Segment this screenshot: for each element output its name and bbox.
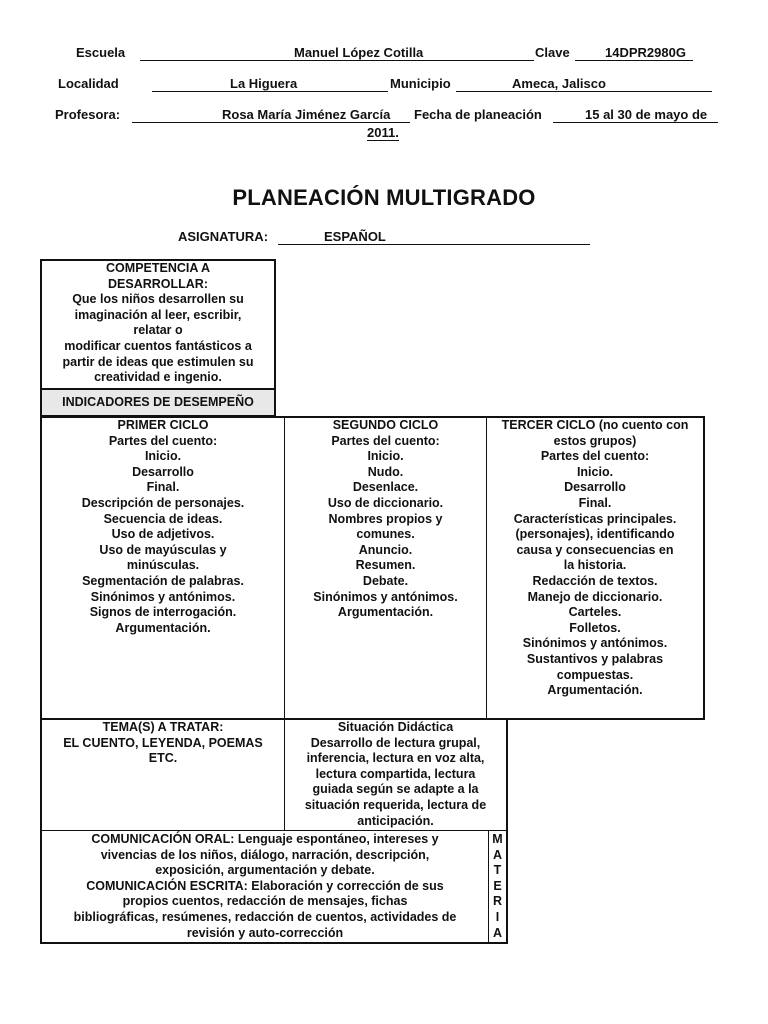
situacion-line: inferencia, lectura en voz alta,	[306, 751, 485, 766]
situacion-cell	[285, 720, 506, 829]
comunicacion-line: bibliográficas, resúmenes, redacción de cuentos, actividades de	[73, 909, 457, 924]
comunicacion-cell	[42, 832, 488, 941]
ciclo-item: Partes del cuento:	[540, 449, 650, 464]
comunicacion-line: propios cuentos, redacción de mensajes, fichas	[122, 894, 408, 909]
ciclo-item: Redacción de textos.	[532, 573, 658, 588]
ciclo-item: Inicio.	[367, 449, 404, 464]
ciclo-item: compuestas.	[556, 667, 634, 682]
localidad-value: La Higuera	[230, 76, 298, 91]
fecha-label: Fecha de planeación	[414, 107, 542, 122]
localidad-field	[152, 76, 388, 92]
segundo-ciclo-cell	[285, 418, 486, 621]
ciclo-item: Argumentación.	[547, 683, 643, 698]
comunicacion-line: revisión y auto-corrección	[186, 925, 344, 940]
materia-letter: R	[492, 894, 503, 909]
ciclo-item: Resumen.	[355, 558, 416, 573]
ciclo-item: Nombres propios y	[328, 511, 443, 526]
comunicacion-line: COMUNICACIÓN ESCRITA: Elaboración y corrección de sus	[86, 878, 444, 893]
temas-line: ETC.	[148, 751, 178, 766]
materia-letter: I	[495, 909, 500, 924]
ciclo-item: Inicio.	[576, 464, 614, 479]
ciclo-item: Descripción de personajes.	[81, 495, 245, 510]
localidad-label: Localidad	[58, 76, 119, 91]
tercer-ciclo-heading: TERCER CICLO (no cuento con	[501, 418, 689, 432]
materia-letter: A	[492, 925, 503, 940]
materia-letter: T	[493, 863, 502, 878]
ciclo-item: Final.	[578, 495, 612, 510]
fecha-value-line2: 2011.	[367, 125, 399, 140]
ciclo-item: Sinónimos y antónimos.	[313, 589, 458, 604]
temas-cell	[42, 720, 284, 767]
ciclo-item: Partes del cuento:	[331, 433, 440, 448]
asignatura-field	[278, 229, 590, 245]
ciclo-item: Anuncio.	[358, 542, 413, 557]
escuela-label: Escuela	[76, 45, 126, 60]
ciclo-item: Nudo.	[367, 464, 404, 479]
ciclo-item: la historia.	[563, 558, 627, 573]
temas-heading: TEMA(S) A TRATAR:	[102, 720, 224, 734]
ciclo-item: causa y consecuencias en	[516, 542, 674, 557]
escuela-field	[140, 45, 534, 61]
profesora-field	[132, 107, 410, 123]
materia-letter: M	[492, 832, 503, 846]
municipio-field	[456, 76, 712, 92]
situacion-line: anticipación.	[357, 813, 434, 828]
competencia-heading-1: COMPETENCIA A	[106, 261, 210, 275]
comunicacion-line: exposición, argumentación y debate.	[155, 863, 375, 878]
temas-row-divider	[40, 830, 508, 831]
page-title: PLANEACIÓN MULTIGRADO	[232, 185, 536, 210]
ciclo-item: Sustantivos y palabras	[526, 651, 664, 666]
ciclo-item: Secuencia de ideas.	[103, 511, 223, 526]
ciclo-item: Argumentación.	[115, 620, 211, 635]
materia-letter: A	[492, 847, 503, 862]
ciclo-item: Características principales.	[513, 511, 677, 526]
ciclo-item: Desenlace.	[352, 480, 419, 495]
competencia-text	[42, 261, 274, 386]
municipio-value: Ameca, Jalisco	[512, 76, 606, 91]
ciclo-item: Desarrollo	[564, 480, 626, 495]
tercer-ciclo-cell	[487, 418, 703, 699]
ciclo-item: Final.	[146, 480, 180, 495]
situacion-line: Desarrollo de lectura grupal,	[310, 735, 481, 750]
situacion-heading: Situación Didáctica	[337, 720, 454, 734]
ciclo-item: (personajes), identificando	[515, 527, 675, 542]
profesora-value: Rosa María Jiménez García	[222, 107, 391, 122]
ciclo-item: Segmentación de palabras.	[82, 573, 244, 588]
competencia-line: creatividad e ingenio.	[94, 370, 222, 385]
fecha-value-line1: 15 al 30 de mayo de	[585, 107, 708, 122]
ciclo-item: Desarrollo	[132, 464, 194, 479]
clave-field	[575, 45, 693, 61]
ciclo-item: Folletos.	[569, 620, 621, 635]
ciclo-item: Argumentación.	[337, 605, 434, 620]
primer-ciclo-cell	[42, 418, 284, 636]
segundo-ciclo-heading: SEGUNDO CICLO	[332, 418, 439, 432]
ciclo-item: estos grupos)	[553, 433, 637, 448]
ciclo-item: Partes del cuento:	[108, 433, 218, 448]
ciclo-item: Inicio.	[144, 449, 182, 464]
asignatura-label: ASIGNATURA:	[178, 229, 269, 244]
comunicacion-line: COMUNICACIÓN ORAL: Lenguaje espontáneo, intereses y	[91, 832, 439, 846]
ciclo-item: Sinónimos y antónimos.	[90, 589, 236, 604]
clave-value: 14DPR2980G	[605, 45, 686, 60]
ciclo-item: Manejo de diccionario.	[527, 589, 663, 604]
competencia-line: imaginación al leer, escribir,	[74, 307, 242, 322]
asignatura-value: ESPAÑOL	[324, 229, 386, 244]
ciclo-item: Uso de adjetivos.	[111, 527, 215, 542]
ciclo-item: Carteles.	[568, 605, 622, 620]
ciclo-item: Signos de interrogación.	[89, 605, 237, 620]
ciclo-item: Uso de diccionario.	[327, 495, 444, 510]
ciclo-item: Debate.	[362, 573, 409, 588]
competencia-line: Que los niños desarrollen su	[72, 292, 244, 307]
primer-ciclo-heading: PRIMER CICLO	[117, 418, 209, 432]
situacion-line: guiada según se adapte a la	[312, 782, 479, 797]
escuela-value: Manuel López Cotilla	[294, 45, 424, 60]
materia-vertical	[489, 832, 506, 941]
comunicacion-line: vivencias de los niños, diálogo, narración, descripción,	[100, 847, 430, 862]
materia-letter: E	[493, 878, 502, 893]
indicadores-heading: INDICADORES DE DESEMPEÑO	[62, 395, 254, 409]
temas-line: EL CUENTO, LEYENDA, POEMAS	[63, 735, 263, 750]
profesora-label: Profesora:	[55, 107, 121, 122]
ciclo-item: comunes.	[356, 527, 415, 542]
competencia-line: partir de ideas que estimulen su	[62, 354, 254, 369]
ciclo-item: Uso de mayúsculas y	[99, 542, 227, 557]
ciclo-item: Sinónimos y antónimos.	[522, 636, 668, 651]
situacion-line: situación requerida, lectura de	[304, 797, 487, 812]
municipio-label: Municipio	[390, 76, 451, 91]
clave-label: Clave	[535, 45, 570, 60]
ciclo-item: minúsculas.	[126, 558, 200, 573]
competencia-line: modificar cuentos fantásticos a	[64, 338, 252, 353]
competencia-line: relatar o	[133, 323, 183, 338]
situacion-line: lectura compartida, lectura	[315, 766, 476, 781]
fecha-field	[553, 107, 718, 123]
competencia-heading-2: DESARROLLAR:	[108, 276, 208, 291]
